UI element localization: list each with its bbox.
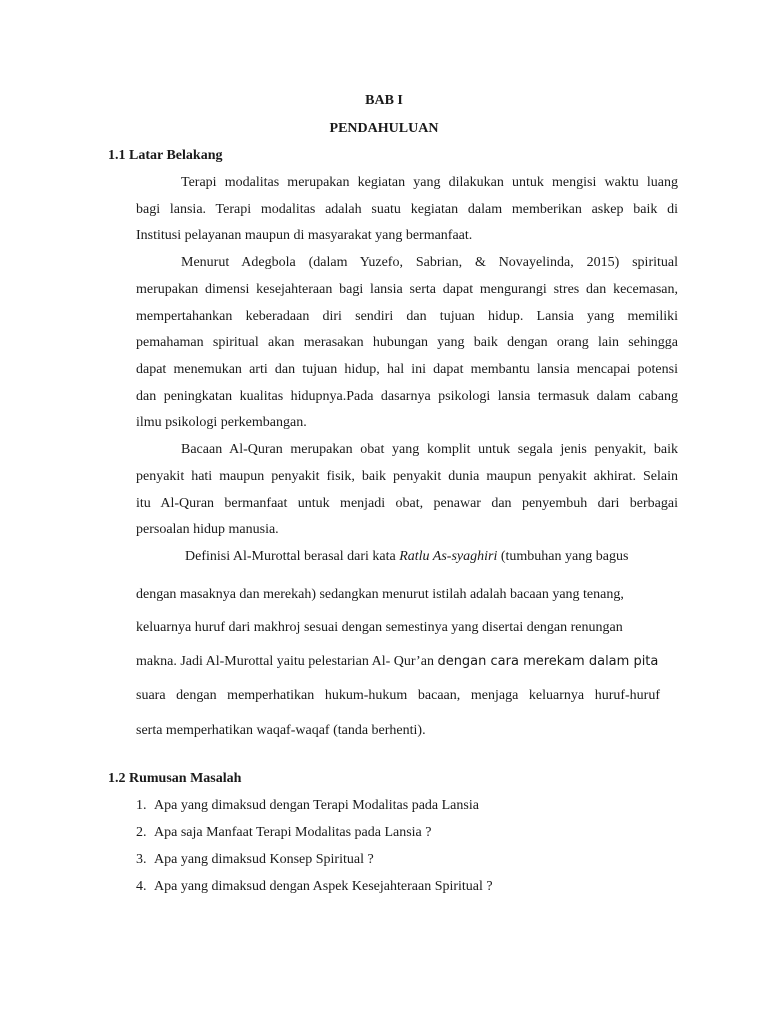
section-heading-rumusan-masalah: 1.2 Rumusan Masalah <box>108 771 242 786</box>
paragraph-2-line: dapat menemukan arti dan tujuan hidup, hal ini dapat membantu lansia mencapai potensi <box>136 362 678 377</box>
paragraph-2-line: pemahaman spiritual akan merasakan hubungan yang baik dengan orang lain sehingga <box>136 335 678 350</box>
chapter-subtitle: PENDAHULUAN <box>329 121 439 136</box>
paragraph-2-line: dan peningkatan kualitas hidupnya.Pada dasarnya psikologi lansia termasuk dalam cabang <box>136 389 678 404</box>
list-item: 1. Apa yang dimaksud dengan Terapi Modalitas pada Lansia <box>136 798 479 813</box>
paragraph-4-line: makna. Jadi Al-Murottal yaitu pelestarian Al- Qur’an dengan cara merekam dalam pita <box>136 654 659 669</box>
paragraph-1-line: bagi lansia. Terapi modalitas adalah suatu kegiatan dalam memberikan askep baik di <box>136 202 678 217</box>
list-item: 4. Apa yang dimaksud dengan Aspek Kesejahteraan Spiritual ? <box>136 879 493 894</box>
list-item: 2. Apa saja Manfaat Terapi Modalitas pada Lansia ? <box>136 825 432 840</box>
paragraph-4-line: Definisi Al-Murottal berasal dari kata Ratlu As-syaghiri (tumbuhan yang bagus <box>185 549 629 564</box>
paragraph-3-line: Bacaan Al-Quran merupakan obat yang komplit untuk segala jenis penyakit, baik <box>181 442 678 457</box>
paragraph-2-line: Menurut Adegbola (dalam Yuzefo, Sabrian, & Novayelinda, 2015) spiritual <box>181 255 678 270</box>
paragraph-3-line: itu Al-Quran bermanfaat untuk menjadi obat, penawar dan penyembuh dari berbagai <box>136 496 678 511</box>
paragraph-2-line: mempertahankan keberadaan diri sendiri dan tujuan hidup. Lansia yang memiliki <box>136 309 678 324</box>
paragraph-2-line: merupakan dimensi kesejahteraan bagi lansia serta dapat mengurangi stres dan kecemasan, <box>136 282 678 297</box>
section-heading-latar-belakang: 1.1 Latar Belakang <box>108 148 223 163</box>
paragraph-3-line: persoalan hidup manusia. <box>136 522 279 537</box>
paragraph-1-line: Institusi pelayanan maupun di masyarakat yang bermanfaat. <box>136 228 473 243</box>
paragraph-4-line: serta memperhatikan waqaf-waqaf (tanda berhenti). <box>136 723 426 738</box>
sans-text-run: dengan cara merekam dalam pita <box>437 654 659 669</box>
paragraph-4-line: dengan masaknya dan merekah) sedangkan menurut istilah adalah bacaan yang tenang, <box>136 587 624 602</box>
chapter-title: BAB I <box>365 93 403 108</box>
italic-term: Ratlu As-syaghiri <box>399 549 498 564</box>
paragraph-3-line: penyakit hati maupun penyakit fisik, baik penyakit dunia maupun penyakit akhirat. Selain <box>136 469 678 484</box>
paragraph-4-line: suara dengan memperhatikan hukum-hukum bacaan, menjaga keluarnya huruf-huruf <box>136 688 660 703</box>
paragraph-4-line: keluarnya huruf dari makhroj sesuai dengan semestinya yang disertai dengan renungan <box>136 620 623 635</box>
paragraph-1-line: Terapi modalitas merupakan kegiatan yang dilakukan untuk mengisi waktu luang <box>181 175 678 190</box>
paragraph-2-line: ilmu psikologi perkembangan. <box>136 415 307 430</box>
list-item: 3. Apa yang dimaksud Konsep Spiritual ? <box>136 852 374 867</box>
